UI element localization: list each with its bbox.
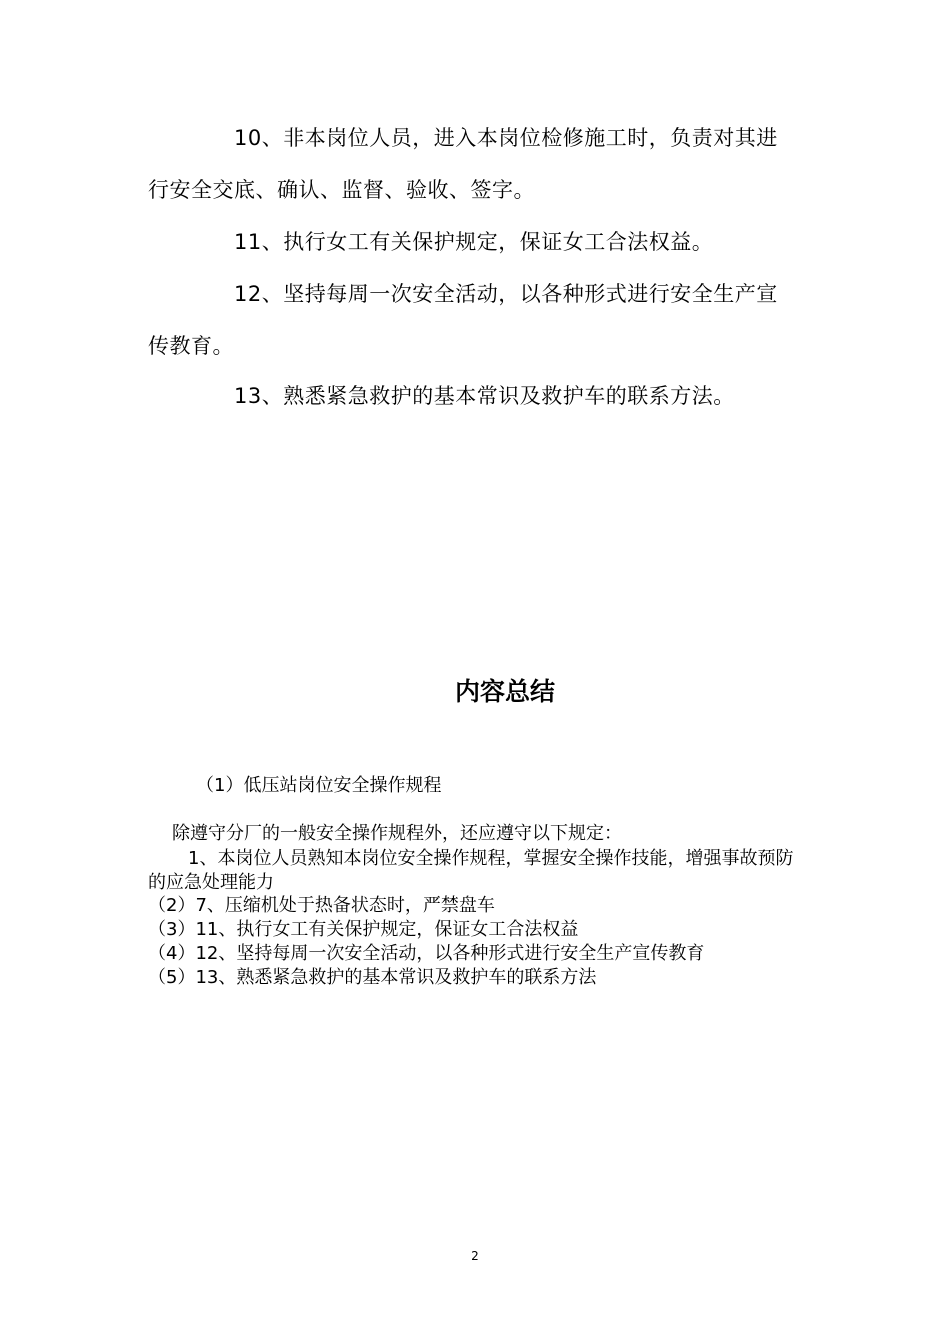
summary-item-1: 1、本岗位人员熟知本岗位安全操作规程，掌握安全操作技能，增强事故预防的应急处理能力 bbox=[148, 848, 794, 893]
paragraph-item-11: 11、执行女工有关保护规定，保证女工合法权益。 bbox=[234, 230, 714, 254]
summary-line-3: （3）11、执行女工有关保护规定，保证女工合法权益 bbox=[148, 919, 579, 940]
paragraph-item-10: 10、非本岗位人员，进入本岗位检修施工时，负责对其进行安全交底、确认、监督、验收、签字。 bbox=[148, 126, 778, 202]
summary-intro: 除遵守分厂的一般安全操作规程外，还应遵守以下规定： bbox=[172, 823, 622, 844]
paragraph-item-12: 12、坚持每周一次安全活动，以各种形式进行安全生产宣传教育。 bbox=[148, 282, 778, 358]
summary-title: 内容总结 bbox=[454, 677, 555, 706]
summary-line-2: （2）7、压缩机处于热备状态时，严禁盘车 bbox=[148, 895, 495, 916]
summary-heading: （1）低压站岗位安全操作规程 bbox=[196, 775, 442, 796]
summary-line-4: （4）12、坚持每周一次安全活动，以各种形式进行安全生产宣传教育 bbox=[148, 943, 705, 964]
page-number: 2 bbox=[471, 1249, 479, 1263]
paragraph-item-13: 13、熟悉紧急救护的基本常识及救护车的联系方法。 bbox=[234, 384, 735, 408]
summary-line-5: （5）13、熟悉紧急救护的基本常识及救护车的联系方法 bbox=[148, 967, 597, 988]
